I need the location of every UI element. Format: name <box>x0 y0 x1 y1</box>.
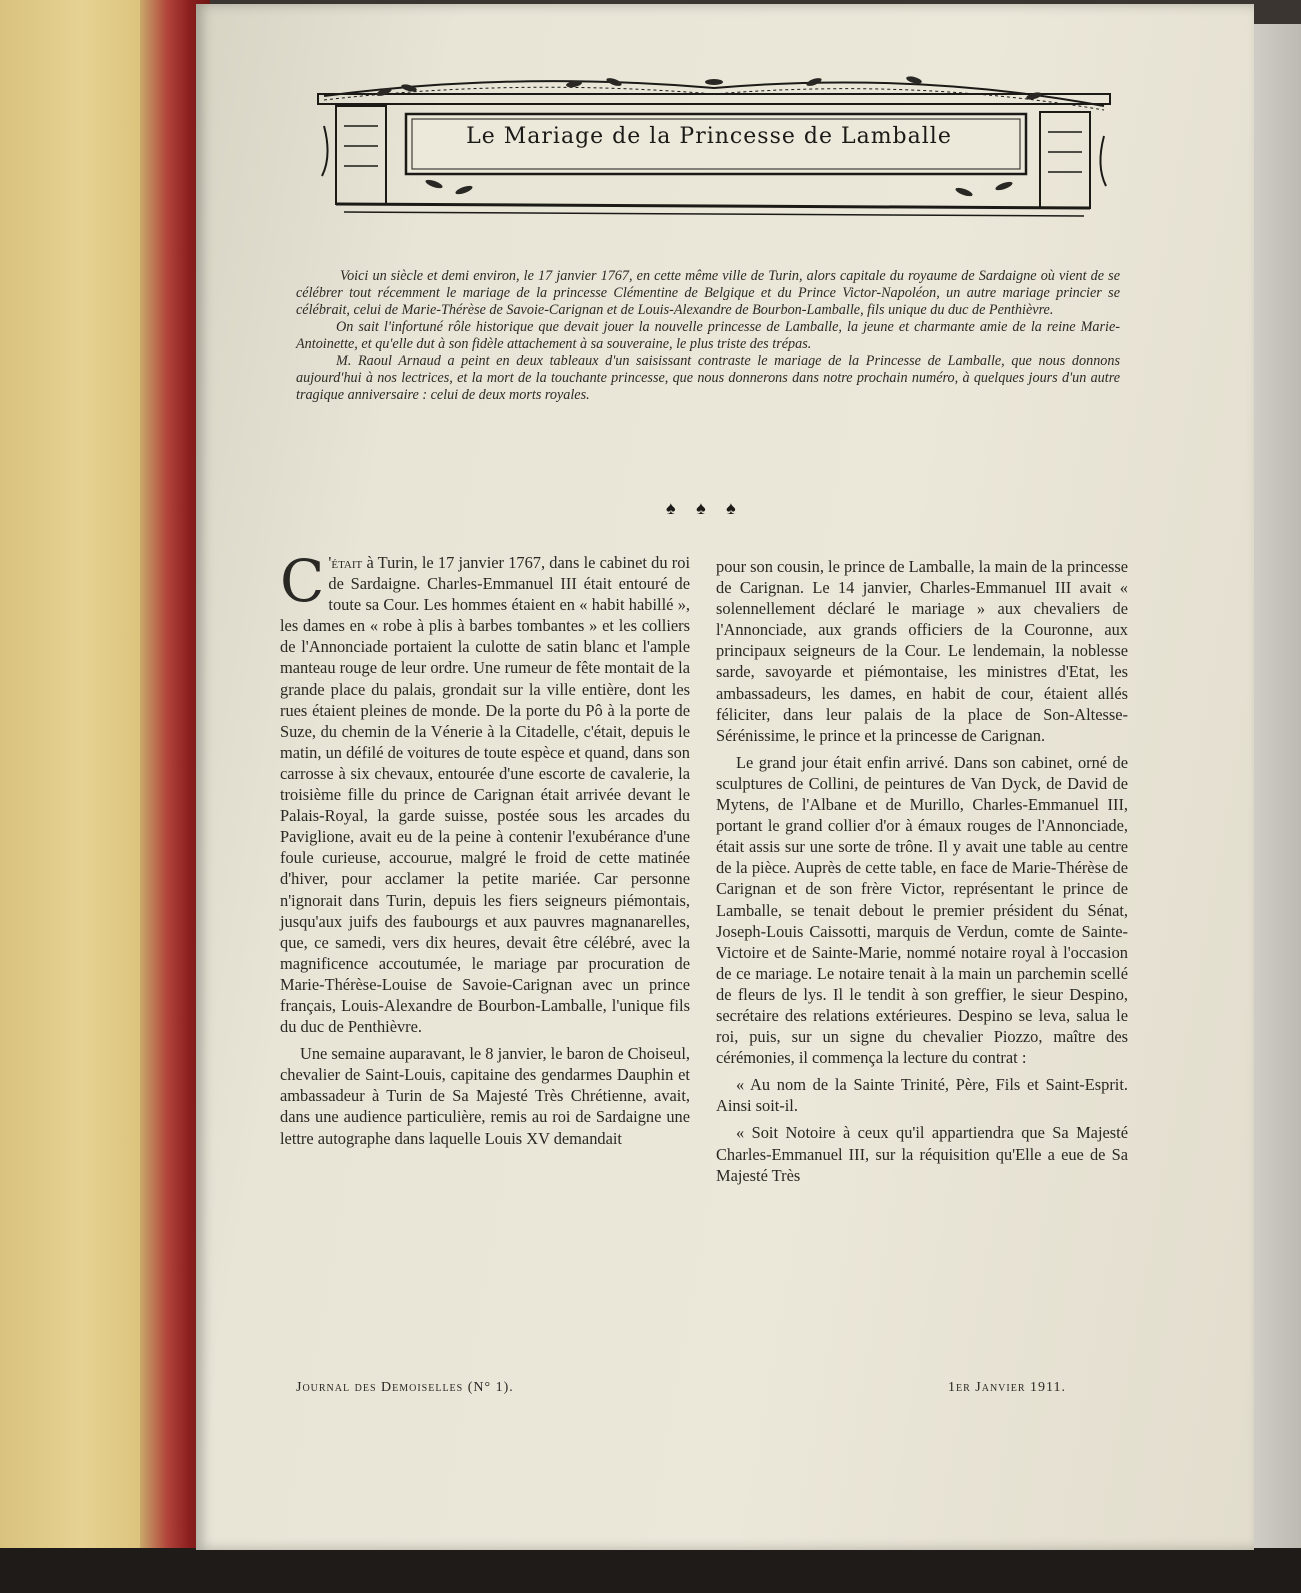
article-title: Le Mariage de la Princesse de Lamballe <box>466 124 952 149</box>
section-separator-fleurons: ♠ ♠ ♠ <box>666 498 744 518</box>
article-paragraph: « Au nom de la Sainte Trinité, Père, Fils et Saint-Esprit. Ainsi soit-il. <box>716 1075 1128 1116</box>
article-introduction <box>296 268 1120 404</box>
intro-paragraph: Voici un siècle et demi environ, le 17 janvier 1767, en cette même ville de Turin, alors capitale du royaume de Sardaigne où vient de se célébrer tout récemment le mariage de la princesse Clémentine de Belgique et du Prince Victor-Napoléon, un autre mariage princier se célébrait, celui de Marie-Thérèse de Savoie-Carignan et de Louis-Alexandre de Bourbon-Lamballe, fils unique du duc de Penthièvre. <box>296 268 1120 318</box>
magazine-page <box>196 4 1254 1550</box>
paragraph-text: à Turin, le 17 janvier 1767, dans le cabinet du roi de Sardaigne. Charles-Emmanuel III était entouré de toute sa Cour. Les hommes étaient en « habit habillé », les dames en « robe à plis à barbes tombantes » et les colliers de l'Annonciade portaient la culotte de satin blanc et l'ample manteau rouge de leur ordre. Une rumeur de fête montait de la grande place du palais, grondait sur la ville entière, dont les rues étaient pleines de monde. De la porte du Pô à la porte de Suze, du chemin de la Vénerie à la Citadelle, c'était, depuis le matin, un défilé de voitures de toute espèce et quand, dans son carrosse à six chevaux, entourée d'une escorte de cavalerie, la troisième fille du prince de Carignan était arrivée devant le Palais-Royal, la garde suisse, postée sous les arcades du Paviglione, avait eu de la peine à contenir l'exubérance d'une foule curieuse, accourue, malgré le froid de cette matinée d'hiver, pour acclamer la petite mariée. Car personne n'ignorait dans Turin, depuis les fiers seigneurs piémontais, jusqu'aux juifs des faubourgs et aux pauvres magnanarelles, que, ce samedi, vers dix heures, devait être célébré, avec la magnificence accoutumée, le mariage par procuration de Marie-Thérèse-Louise de Savoie-Carignan avec un prince français, Louis-Alexandre de Bourbon-Lamballe, l'unique fils du duc de Penthièvre. <box>280 553 690 1037</box>
table-surface <box>0 1548 1301 1593</box>
article-paragraph: Une semaine auparavant, le 8 janvier, le baron de Choiseul, chevalier de Saint-Louis, capitaine des gendarmes Dauphin et ambassadeur à Turin de Sa Majesté Très Chrétienne, avait, dans une audience particulière, remis au roi de Sardaigne une lettre autographe dans laquelle Louis XV demandait <box>280 1044 690 1148</box>
decorative-header-banner <box>314 66 1114 226</box>
page-stack-edge <box>1252 24 1301 1554</box>
opening-word: 'était <box>328 553 363 572</box>
article-paragraph: « Soit Notoire à ceux qu'il appartiendra que Sa Majesté Charles-Emmanuel III, sur la réquisition qu'Elle a eue de Sa Majesté Très <box>716 1123 1128 1185</box>
article-paragraph: Le grand jour était enfin arrivé. Dans son cabinet, orné de sculptures de Collini, de peintures de Van Dyck, de David de Mytens, de l'Albane et de Murillo, Charles-Emmanuel III, portant le grand collier d'or à émaux rouges de l'Annonciade, était assis sur une sorte de trône. Il y avait une table au centre de la pièce. Auprès de cette table, en face de Marie-Thérèse de Carignan et de son frère Victor, représentant le prince de Lamballe, se tenait debout le premier président du Sénat, Joseph-Louis Caissotti, marquis de Verdun, comte de Sainte-Victoire et de Sainte-Marie, nommé notaire royal à l'occasion de ce mariage. Le notaire tenait à la main un parchemin scellé de fleurs de lys. Il le tendit à son greffier, le sieur Despino, secrétaire des relations extérieures. Despino se leva, salua le roi, puis, sur un signe du chevalier Piozzo, maître des cérémonies, il commença la lecture du contrat : <box>716 752 1128 1068</box>
footer-journal-name: Journal des Demoiselles (N° 1). <box>296 1380 514 1395</box>
article-paragraph: pour son cousin, le prince de Lamballe, la main de la princesse de Carignan. Le 14 janvier, Charles-Emmanuel III avait « solennellement déclaré le mariage » aux chevaliers de l'Annonciade, aux grands officiers de la Couronne, aux principaux seigneurs de la Cour. Le lendemain, la noblesse sarde, savoyarde et piémontaise, les ministres d'Etat, les ambassadeurs, les dames, en habit de cour, étaient allés féliciter, dans leur palais de la place de Son-Altesse-Sérénissime, le prince et la princesse de Carignan. <box>716 557 1128 745</box>
intro-paragraph: On sait l'infortuné rôle historique que devait jouer la nouvelle princesse de Lamballe, la jeune et charmante amie de la reine Marie-Antoinette, et qu'elle dut à son fidèle attachement à sa souveraine, le plus triste des trépas. <box>296 319 1120 352</box>
intro-paragraph: M. Raoul Arnaud a peint en deux tableaux d'un saisissant contraste le mariage de la Princesse de Lamballe, que nous donnons aujourd'hui à nos lectrices, et la mort de la touchante princesse, que nous donnerons dans notre prochain numéro, à quelques jours d'un autre tragique anniversaire : celui de deux morts royales. <box>296 353 1120 403</box>
footer-date: 1er Janvier 1911. <box>948 1380 1066 1395</box>
drop-cap: C <box>280 547 325 615</box>
article-paragraph <box>280 547 690 1037</box>
article-column-left <box>280 547 690 1155</box>
article-column-right <box>716 556 1128 1192</box>
